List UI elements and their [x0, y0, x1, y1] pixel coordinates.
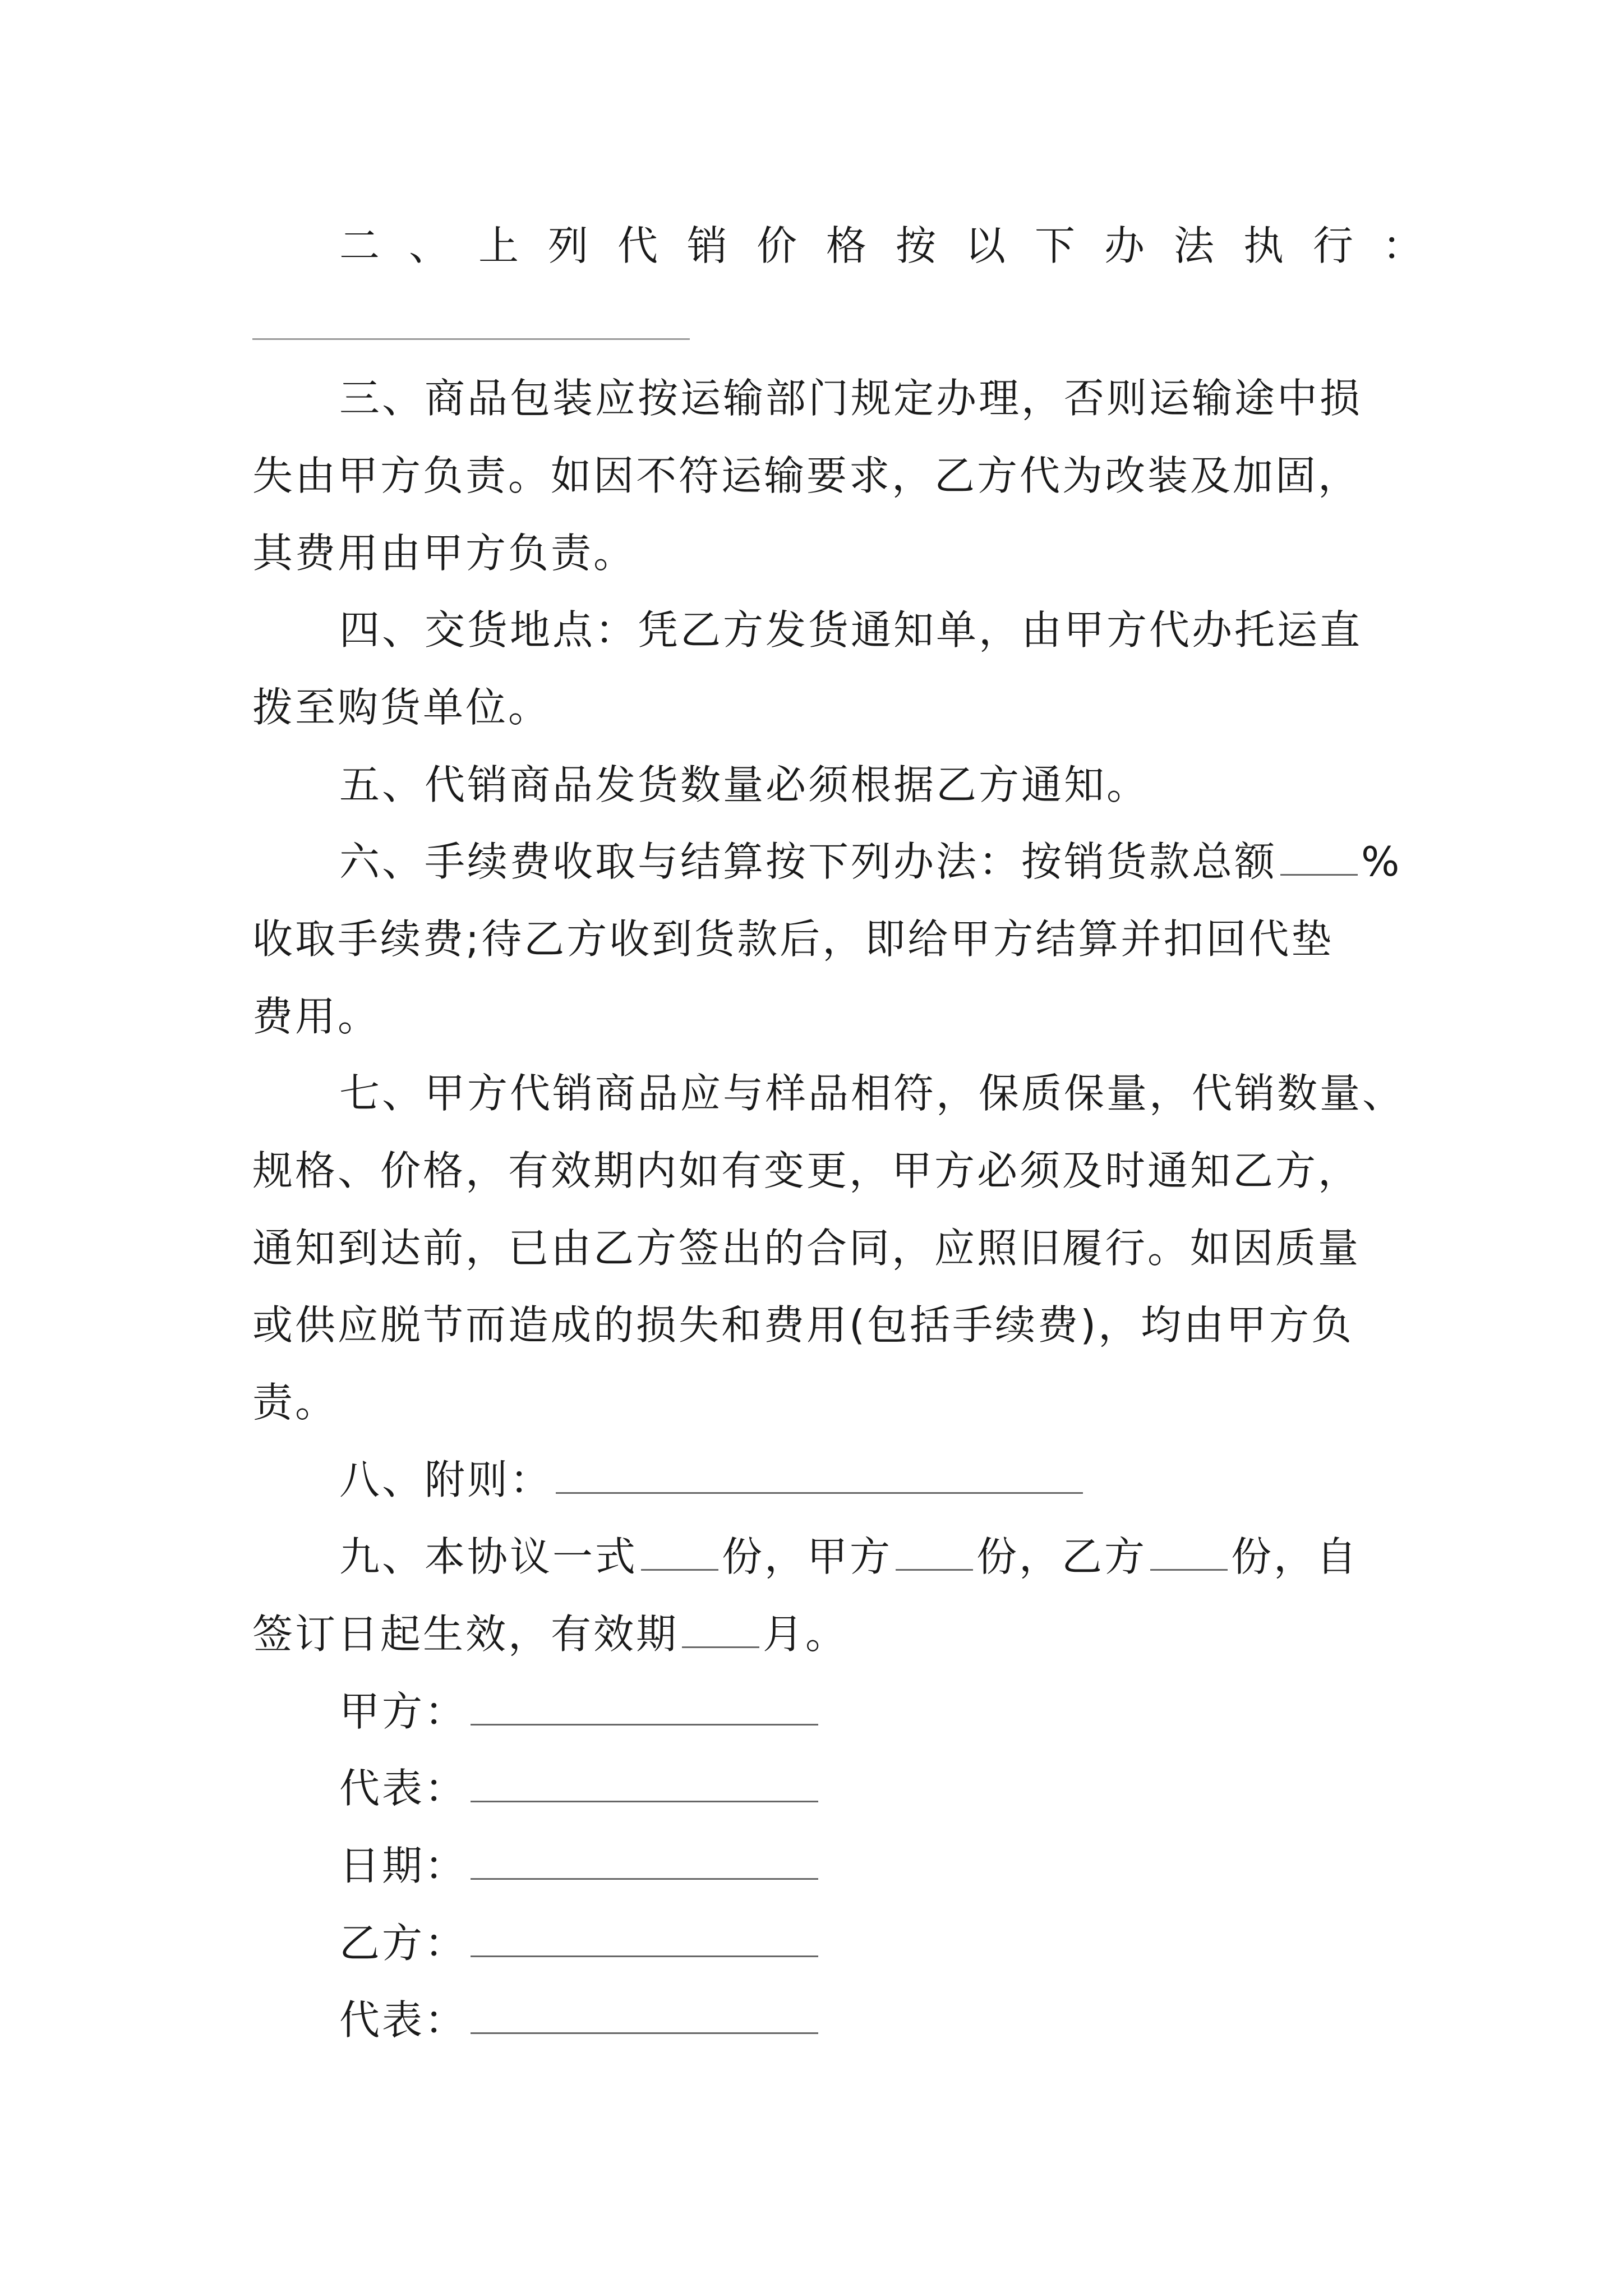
- clause-8: 八、附则：: [339, 1452, 1382, 1508]
- clause-7-line-1: 七、甲方代销商品应与样品相符，保质保量，代销数量、: [339, 1070, 1405, 1117]
- clause-9-line-1: 九、本协议一式 份，甲方 份，乙方 份，自: [339, 1533, 1359, 1580]
- signature-party-a: 甲方：: [339, 1683, 1382, 1740]
- fee-percent-blank[interactable]: [1280, 837, 1358, 876]
- party-a-signature-blank[interactable]: [471, 1687, 818, 1726]
- clause-6-line-2: 收取手续费;待乙方收到货款后，即给甲方结算并扣回代垫: [252, 915, 1334, 963]
- representative-a-blank[interactable]: [471, 1764, 818, 1802]
- clause-7-line-3: 通知到达前，已由乙方签出的合同，应照旧履行。如因质量: [252, 1225, 1361, 1272]
- clause-6-line-3: 费用。: [252, 993, 381, 1040]
- date-blank[interactable]: [471, 1841, 818, 1880]
- representative-b-blank[interactable]: [471, 1995, 818, 2034]
- clause-2-text: 二、上列代销价格按以下办法执行：: [339, 222, 1453, 269]
- validity-months-blank[interactable]: [682, 1609, 759, 1648]
- clause-4-line-2: 拨至购货单位。: [252, 684, 551, 731]
- clause-3-line-3: 其费用由甲方负责。: [252, 530, 637, 577]
- clause-7-line-2: 规格、价格，有效期内如有变更，甲方必须及时通知乙方，: [252, 1147, 1361, 1194]
- signature-party-b: 乙方：: [339, 1915, 1382, 1971]
- clause-3-line-1: 三、商品包装应按运输部门规定办理，否则运输途中损: [339, 375, 1363, 422]
- copies-party-b-blank[interactable]: [1150, 1532, 1228, 1571]
- clause-6-line-1: 六、手续费收取与结算按下列办法：按销货款总额 %: [339, 838, 1402, 885]
- clause-2: [339, 218, 1453, 274]
- signature-date: 日期：: [339, 1838, 1382, 1894]
- clause-5: 五、代销商品发货数量必须根据乙方通知。: [339, 761, 1150, 808]
- copies-total-blank[interactable]: [641, 1532, 718, 1571]
- clause-3-line-2: 失由甲方负责。如因不符运输要求，乙方代为改装及加固，: [252, 452, 1361, 499]
- signature-representative-b: 代表：: [339, 1992, 1382, 2048]
- clause-9-line-2: 签订日起生效，有效期 月。: [252, 1611, 849, 1658]
- clause-7-line-5: 责。: [252, 1379, 338, 1426]
- clause-7-line-4: 或供应脱节而造成的损失和费用(包括手续费)，均由甲方负: [252, 1301, 1354, 1349]
- fill-in-rule[interactable]: [252, 338, 690, 340]
- party-b-signature-blank[interactable]: [471, 1918, 818, 1957]
- appendix-blank[interactable]: [556, 1455, 1083, 1494]
- signature-representative-a: 代表：: [339, 1760, 1382, 1816]
- clause-4-line-1: 四、交货地点：凭乙方发货通知单，由甲方代办托运直: [339, 606, 1363, 654]
- copies-party-a-blank[interactable]: [896, 1532, 973, 1571]
